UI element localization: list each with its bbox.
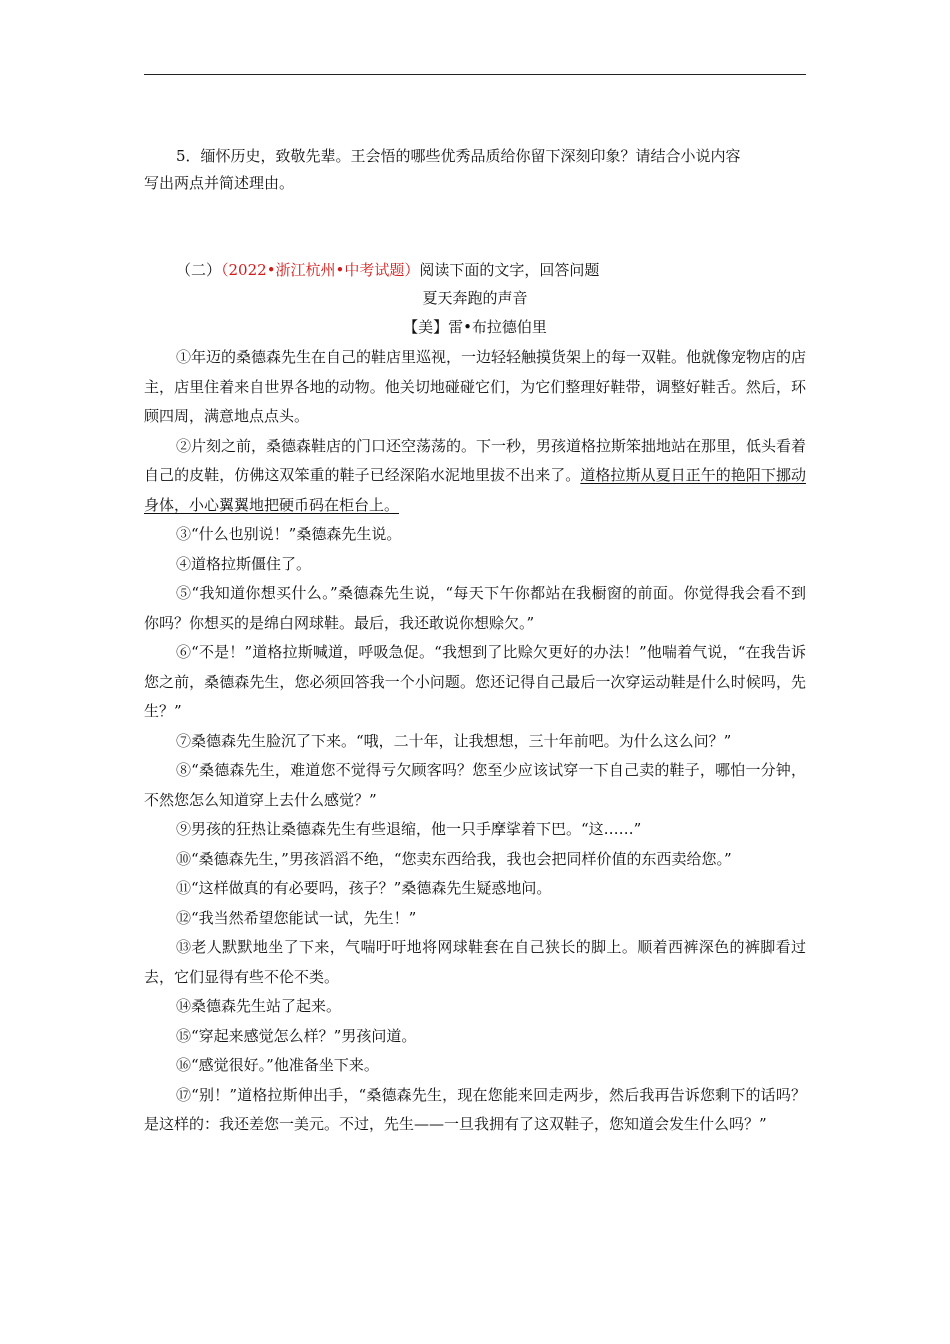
question-5 [144,143,806,197]
section-instruction: 阅读下面的文字，回答问题 [419,261,600,279]
paragraph-9: ⑨男孩的狂热让桑德森先生有些退缩，他一只手摩挲着下巴。“这……” [176,820,642,838]
story-author: 【美】雷•布拉德伯里 [403,318,547,336]
paragraph-4: ④道格拉斯僵住了。 [176,554,312,573]
paragraph-8: ⑧“桑德森先生，难道您不觉得亏欠顾客吗？您至少应该试穿一下自己卖的鞋子，哪怕一分钟，不然您怎么知道穿上去什么感觉？” [144,761,806,809]
paragraph-1: ①年迈的桑德森先生在自己的鞋店里巡视，一边轻轻触摸货架上的每一双鞋。他就像宠物店的店主，店里住着来自世界各地的动物。他关切地碰碰它们，为它们整理好鞋带，调整好鞋舌。然后，环顾四周，满意地点点头。 [144,348,807,425]
paragraph-16: ⑯“感觉很好。”他准备坐下来。 [176,1056,379,1074]
section-header-line [144,256,806,284]
paragraph-2 [144,432,806,521]
paragraph-17: ⑰“别！”道格拉斯伸出手，“桑德森先生，现在您能来回走两步，然后我再告诉您剩下的话吗？是这样的：我还差您一美元。不过，先生——一旦我拥有了这双鞋子，您知道会发生什么吗？” [144,1085,806,1133]
paragraph-2-underlined: 道格拉斯从夏日正午的艳阳下挪动身体，小心翼翼地把硬币码在柜台上。 [144,466,806,514]
paragraph-14: ⑭桑德森先生站了起来。 [176,997,342,1015]
paragraph-6: ⑥“不是！”道格拉斯喊道，呼吸急促。“我想到了比赊欠更好的办法！”他喘着气说，“在我告诉您之前，桑德森先生，您必须回答我一个小问题。您还记得自己最后一次穿运动鞋是什么时候吗，先生？” [144,643,806,720]
paragraph-13: ⑬老人默默地坐了下来，气喘吁吁地将网球鞋套在自己狭长的脚上。顺着西裤深色的裤脚看过去，它们显得有些不伦不类。 [144,938,806,986]
paragraph-11: ⑪“这样做真的有必要吗，孩子？”桑德森先生疑惑地问。 [176,879,552,897]
paragraph-3: ③“什么也别说！”桑德森先生说。 [176,525,402,543]
section-source: （2022•浙江杭州•中考试题） [221,261,420,279]
paragraph-2-text: ②片刻之前，桑德森鞋店的门口还空荡荡的。下一秒，男孩道格拉斯笨拙地站在那里，低头看着自己的皮鞋，仿佛这双笨重的鞋子已经深陷水泥地里拔不出来了。 [144,436,807,484]
paragraph-12: ⑫“我当然希望您能试一试，先生！” [176,908,417,927]
section-prefix: （二） [176,261,222,279]
question-5-line2: 写出两点并简述理由。 [144,174,295,192]
story-body [144,343,806,1140]
paragraph-10: ⑩“桑德森先生，”男孩滔滔不绝，“您卖东西给我，我也会把同样价值的东西卖给您。” [176,849,732,868]
story-title: 夏天奔跑的声音 [422,289,528,307]
paragraph-7: ⑦桑德森先生脸沉了下来。“哦，二十年，让我想想，三十年前吧。为什么这么问？” [176,731,732,750]
header-rule [144,74,806,75]
paragraph-5: ⑤“我知道你想买什么。”桑德森先生说，“每天下午你都站在我橱窗的前面。你觉得我会看不到你吗？你想买的是绵白网球鞋。最后，我还敢说你想赊欠。” [144,584,806,632]
paragraph-15: ⑮“穿起来感觉怎么样？”男孩问道。 [176,1026,417,1045]
question-5-line1: 5．缅怀历史，致敬先辈。王会悟的哪些优秀品质给你留下深刻印象？请结合小说内容 [176,147,741,165]
section-header [144,256,806,342]
